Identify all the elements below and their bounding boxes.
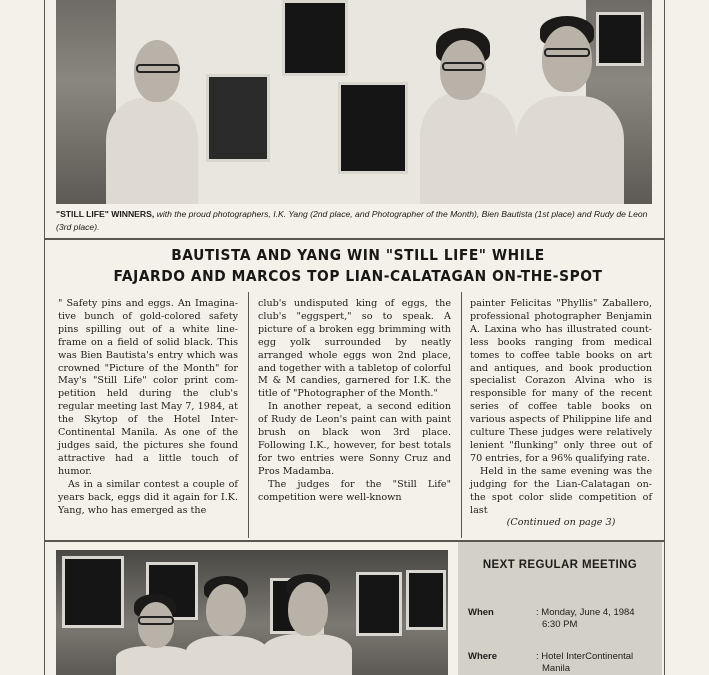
eyeglasses bbox=[544, 48, 590, 57]
person-head bbox=[542, 26, 592, 92]
person-head bbox=[138, 602, 174, 648]
meeting-when-label: When bbox=[468, 607, 494, 618]
exhibit-print bbox=[596, 12, 644, 66]
caption-lead: "STILL LIFE" WINNERS, bbox=[56, 209, 155, 219]
exhibit-print bbox=[406, 570, 446, 630]
meeting-where-line-1: : Hotel InterContinental bbox=[536, 651, 634, 662]
paragraph: The judges for the "Still Life" competition were well-known bbox=[258, 478, 451, 503]
person-head bbox=[288, 582, 328, 636]
divider-top bbox=[44, 238, 665, 240]
paragraph: Held in the same evening was the judging for the Lian-Calatagan on-the spot color slide competition of last bbox=[470, 465, 652, 516]
person-shirt bbox=[420, 92, 516, 204]
article-column-1 bbox=[58, 298, 238, 517]
page-frame-left bbox=[44, 0, 45, 675]
top-photo bbox=[56, 0, 652, 204]
headline-line-2: FAJARDO AND MARCOS TOP LIAN-CALATAGAN ON-THE-SPOT bbox=[113, 267, 603, 285]
continued-note: (Continued on page 3) bbox=[506, 517, 616, 529]
article-column-3 bbox=[470, 298, 652, 530]
paragraph: As in a similar contest a couple of years back, eggs did it again for I.K. Yang, who has emerged as the bbox=[58, 478, 238, 516]
exhibit-print bbox=[338, 82, 408, 174]
meeting-where-value bbox=[536, 651, 633, 675]
meeting-when-line-1: : Monday, June 4, 1984 bbox=[536, 607, 635, 618]
paragraph: club's undisputed king of eggs, the club's "eggspert," so to speak. A picture of a broken egg brimming with egg yolk surrounded by neatly arranged whole eggs won 2nd place, and together with a tabletop of colorful M & M candies, garnered for I.K. the title of "Photographer of the Month." bbox=[258, 298, 451, 400]
person-shirt bbox=[106, 98, 198, 204]
exhibit-print bbox=[282, 0, 348, 76]
person-shirt bbox=[116, 646, 194, 675]
meeting-where-line-2: Manila bbox=[542, 663, 570, 674]
next-meeting-title: NEXT REGULAR MEETING bbox=[482, 559, 638, 571]
meeting-where-label: Where bbox=[468, 651, 498, 662]
paragraph: " Safety pins and eggs. An Imagina-tive bunch of gold-colored safety pins spilling out of a white line-frame on a field of solid black. This was Bien Bautista's entry which was crowned "Picture of the Month" for May's "Still Life" color print com-petition held during the club's regular meeting last May 7, 1984, at the Skytop of the Hotel Inter-Continental Manila. As one of the judges said, the pictures she found attractive had a little touch of humor. bbox=[58, 298, 238, 477]
caption-text: with the proud photographers, I.K. Yang (2nd place, and Photographer of the Month), Bien Bautista (1st place) and Rudy de Leon (3rd place). bbox=[56, 209, 648, 232]
article-column-2 bbox=[258, 298, 451, 505]
page-frame-right bbox=[664, 0, 665, 675]
exhibit-print bbox=[206, 74, 270, 162]
column-rule bbox=[248, 292, 249, 538]
article-headline bbox=[84, 245, 632, 287]
bottom-photo bbox=[56, 550, 448, 675]
meeting-when-value bbox=[536, 607, 635, 631]
column-rule bbox=[461, 292, 462, 538]
meeting-when-line-2: 6:30 PM bbox=[542, 619, 578, 630]
eyeglasses bbox=[136, 64, 180, 73]
person-shirt bbox=[262, 634, 352, 675]
person-shirt bbox=[186, 636, 268, 675]
person-shirt bbox=[516, 96, 624, 204]
exhibit-print bbox=[356, 572, 402, 636]
person-head bbox=[206, 584, 246, 636]
exhibit-print bbox=[62, 556, 124, 628]
photo-caption bbox=[56, 208, 656, 233]
headline-line-1: BAUTISTA AND YANG WIN "STILL LIFE" WHILE bbox=[171, 246, 545, 264]
eyeglasses bbox=[138, 616, 174, 625]
eyeglasses bbox=[442, 62, 484, 71]
paragraph: In another repeat, a second edition of Rudy de Leon's paint can with paint brush on black won 3rd place. Following I.K., however, for best totals for two entries were Sonny Cruz and Pros Madamba. bbox=[258, 401, 451, 477]
paragraph: painter Felicitas "Phyllis" Zaballero, professional photographer Benjamin A. Laxina who has illustrated count-less books ranging from medical tomes to coffee table books on art and antiques, and book production specialist Corazon Alvina who is responsible for many of the recent series of coffee table books on various aspects of Philippine life and culture These judges were relatively lenient "flunking" only three out of 70 entries, for a 96% qualifying rate. bbox=[470, 298, 652, 464]
